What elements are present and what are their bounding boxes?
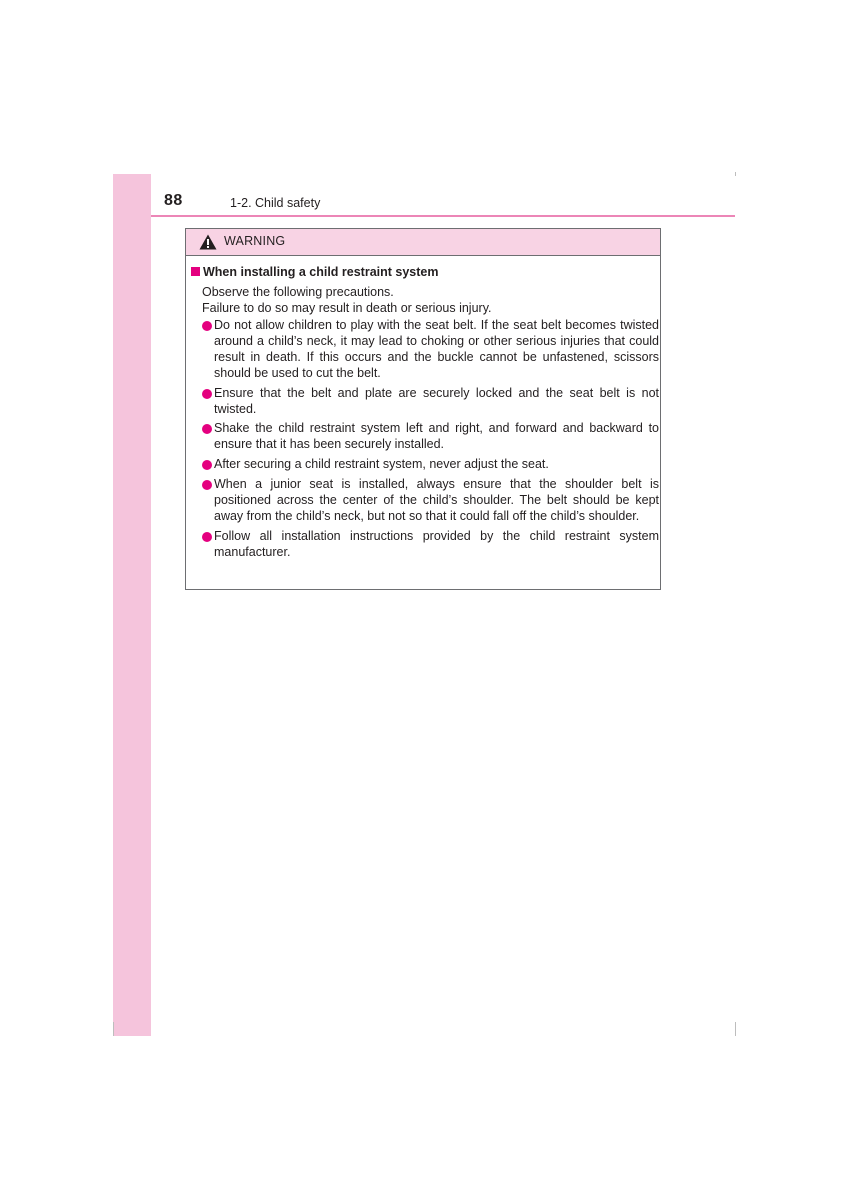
warning-label: WARNING xyxy=(224,234,286,248)
bullet-dot-icon xyxy=(202,480,212,490)
precaution-text: When a junior seat is installed, always ensure that the shoulder belt is positioned across the center of the child’s shoulder. The belt should be kept away from the child’s neck, but not so that it could fall off the child’s shoulder. xyxy=(214,477,659,523)
warning-triangle-icon xyxy=(199,234,217,250)
precaution-item xyxy=(201,457,659,473)
precaution-text: Do not allow children to play with the seat belt. If the seat belt becomes twisted around a child’s neck, it may lead to choking or other serious injuries that could result in death. If this occurs and the buckle cannot be unfastened, scissors should be used to cut the belt. xyxy=(214,318,659,380)
page-number: 88 xyxy=(164,192,183,209)
square-bullet-icon xyxy=(191,267,200,276)
intro-line: Observe the following precautions. xyxy=(202,285,394,299)
warning-heading xyxy=(191,265,438,279)
warning-heading-text: When installing a child restraint system xyxy=(203,265,439,279)
section-title: 1-2. Child safety xyxy=(230,196,321,210)
crop-mark-bottom-left xyxy=(113,1022,114,1036)
warning-header xyxy=(186,229,660,256)
precaution-item xyxy=(201,477,659,525)
precaution-text: Follow all installation instructions provided by the child restraint system manufacturer. xyxy=(214,528,659,559)
bullet-dot-icon xyxy=(202,460,212,470)
bullet-dot-icon xyxy=(202,389,212,399)
crop-mark-top-right xyxy=(735,172,736,176)
precaution-item xyxy=(201,386,659,418)
precaution-text: Shake the child restraint system left and right, and forward and backward to ensure that it has been securely installed. xyxy=(214,421,659,452)
precaution-text: Ensure that the belt and plate are securely locked and the seat belt is not twisted. xyxy=(214,385,659,416)
warning-intro xyxy=(202,284,491,316)
precaution-item xyxy=(201,529,659,561)
intro-line: Failure to do so may result in death or serious injury. xyxy=(202,301,492,315)
precaution-text: After securing a child restraint system, never adjust the seat. xyxy=(214,457,549,472)
precaution-list xyxy=(201,318,659,565)
warning-box xyxy=(185,228,661,590)
precaution-item xyxy=(201,318,659,382)
crop-mark-bottom-right xyxy=(735,1022,736,1036)
bullet-dot-icon xyxy=(202,321,212,331)
bullet-dot-icon xyxy=(202,532,212,542)
side-tab xyxy=(113,174,151,1036)
header-rule xyxy=(151,215,735,217)
precaution-item xyxy=(201,421,659,453)
bullet-dot-icon xyxy=(202,424,212,434)
